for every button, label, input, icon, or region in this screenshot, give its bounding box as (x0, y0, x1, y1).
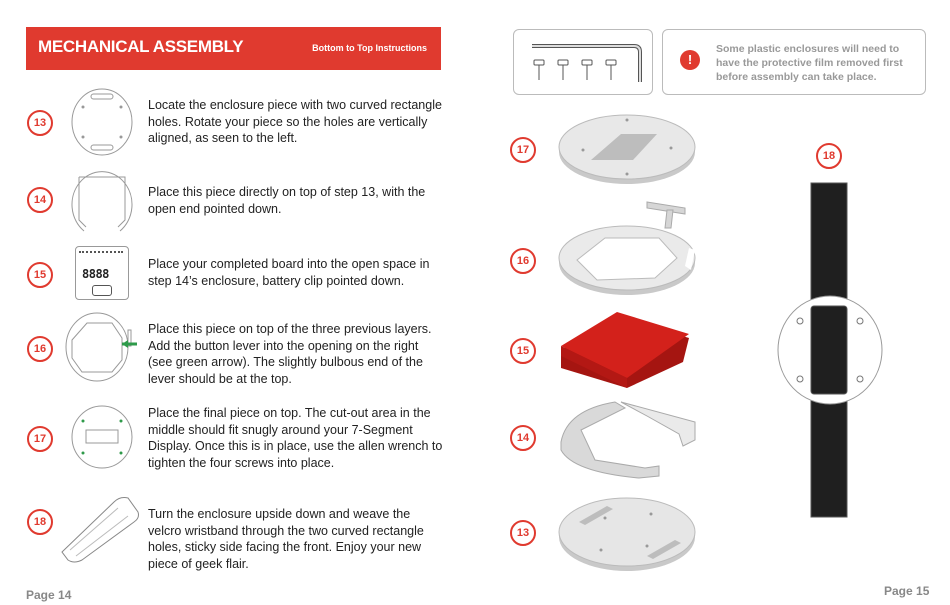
battery-clip-icon (92, 285, 112, 296)
layer-16-ring (559, 226, 695, 295)
step-14-badge: 14 (27, 187, 53, 213)
page-subtitle: Bottom to Top Instructions (312, 43, 427, 53)
layer-15-board (561, 312, 689, 388)
notice-text: Some plastic enclosures will need to have the protective film removed first before assembly can take place. (716, 43, 903, 83)
step-18-badge: 18 (27, 509, 53, 535)
tools-box (513, 29, 653, 95)
page-number-left: Page 14 (26, 588, 72, 602)
exploded-16-badge: 16 (510, 248, 536, 274)
wristband-icon (58, 494, 142, 564)
seven-segment-display: 8888 (82, 267, 109, 281)
step-15-board-icon (75, 246, 129, 300)
warning-icon: ! (680, 50, 700, 70)
step-18-text: Turn the enclosure upside down and weave the velcro wristband through the two curved rectangle holes, sticky side facing the front. Enjoy your new piece of geek flair. (148, 507, 424, 571)
step-17-badge: 17 (27, 426, 53, 452)
step-14-enclosure-icon (70, 165, 134, 235)
step-17-text: Place the final piece on top. The cut-out area in the middle should fit snugly around your 7-Segment Display. Once this is in place, use the allen wrench to tighten the four screws into place. (148, 406, 443, 470)
assembled-watch-diagram (775, 180, 885, 520)
step-16-enclosure-icon (62, 310, 140, 384)
exploded-17-badge: 17 (510, 137, 536, 163)
exploded-14-badge: 14 (510, 425, 536, 451)
step-13-text: Locate the enclosure piece with two curved rectangle holes. Rotate your piece so the holes are vertically aligned, as seen to the left. (148, 98, 442, 145)
page-title: MECHANICAL ASSEMBLY (38, 37, 244, 56)
step-16-badge: 16 (27, 336, 53, 362)
step-13-enclosure-icon (70, 87, 134, 157)
section-header (26, 27, 441, 70)
exploded-assembly-diagram (555, 110, 705, 580)
layer-13-disc (559, 498, 695, 571)
step-17-enclosure-icon (70, 404, 134, 470)
step-13-badge: 13 (27, 110, 53, 136)
header-pins-icon (79, 251, 123, 257)
layer-14-ring (561, 402, 695, 478)
layer-17-disc (559, 115, 695, 184)
exploded-13-badge: 13 (510, 520, 536, 546)
step-16-text: Place this piece on top of the three previous layers. Add the button lever into the opening on the right (see green arrow). The slightly bulbous end of the lever should be at the top. (148, 322, 432, 386)
notice-box (662, 29, 926, 95)
step-14-text: Place this piece directly on top of step 13, with the open end pointed down. (148, 185, 426, 216)
strap-through-holes (811, 306, 847, 394)
exploded-15-badge: 15 (510, 338, 536, 364)
screws-and-allen-wrench-icon (514, 30, 652, 94)
step-15-text: Place your completed board into the open space in step 14’s enclosure, battery clip pointed down. (148, 257, 430, 288)
button-lever-part (647, 202, 685, 228)
step-15-badge: 15 (27, 262, 53, 288)
page-number-right: Page 15 (884, 584, 930, 598)
wristband-18-badge: 18 (816, 143, 842, 169)
